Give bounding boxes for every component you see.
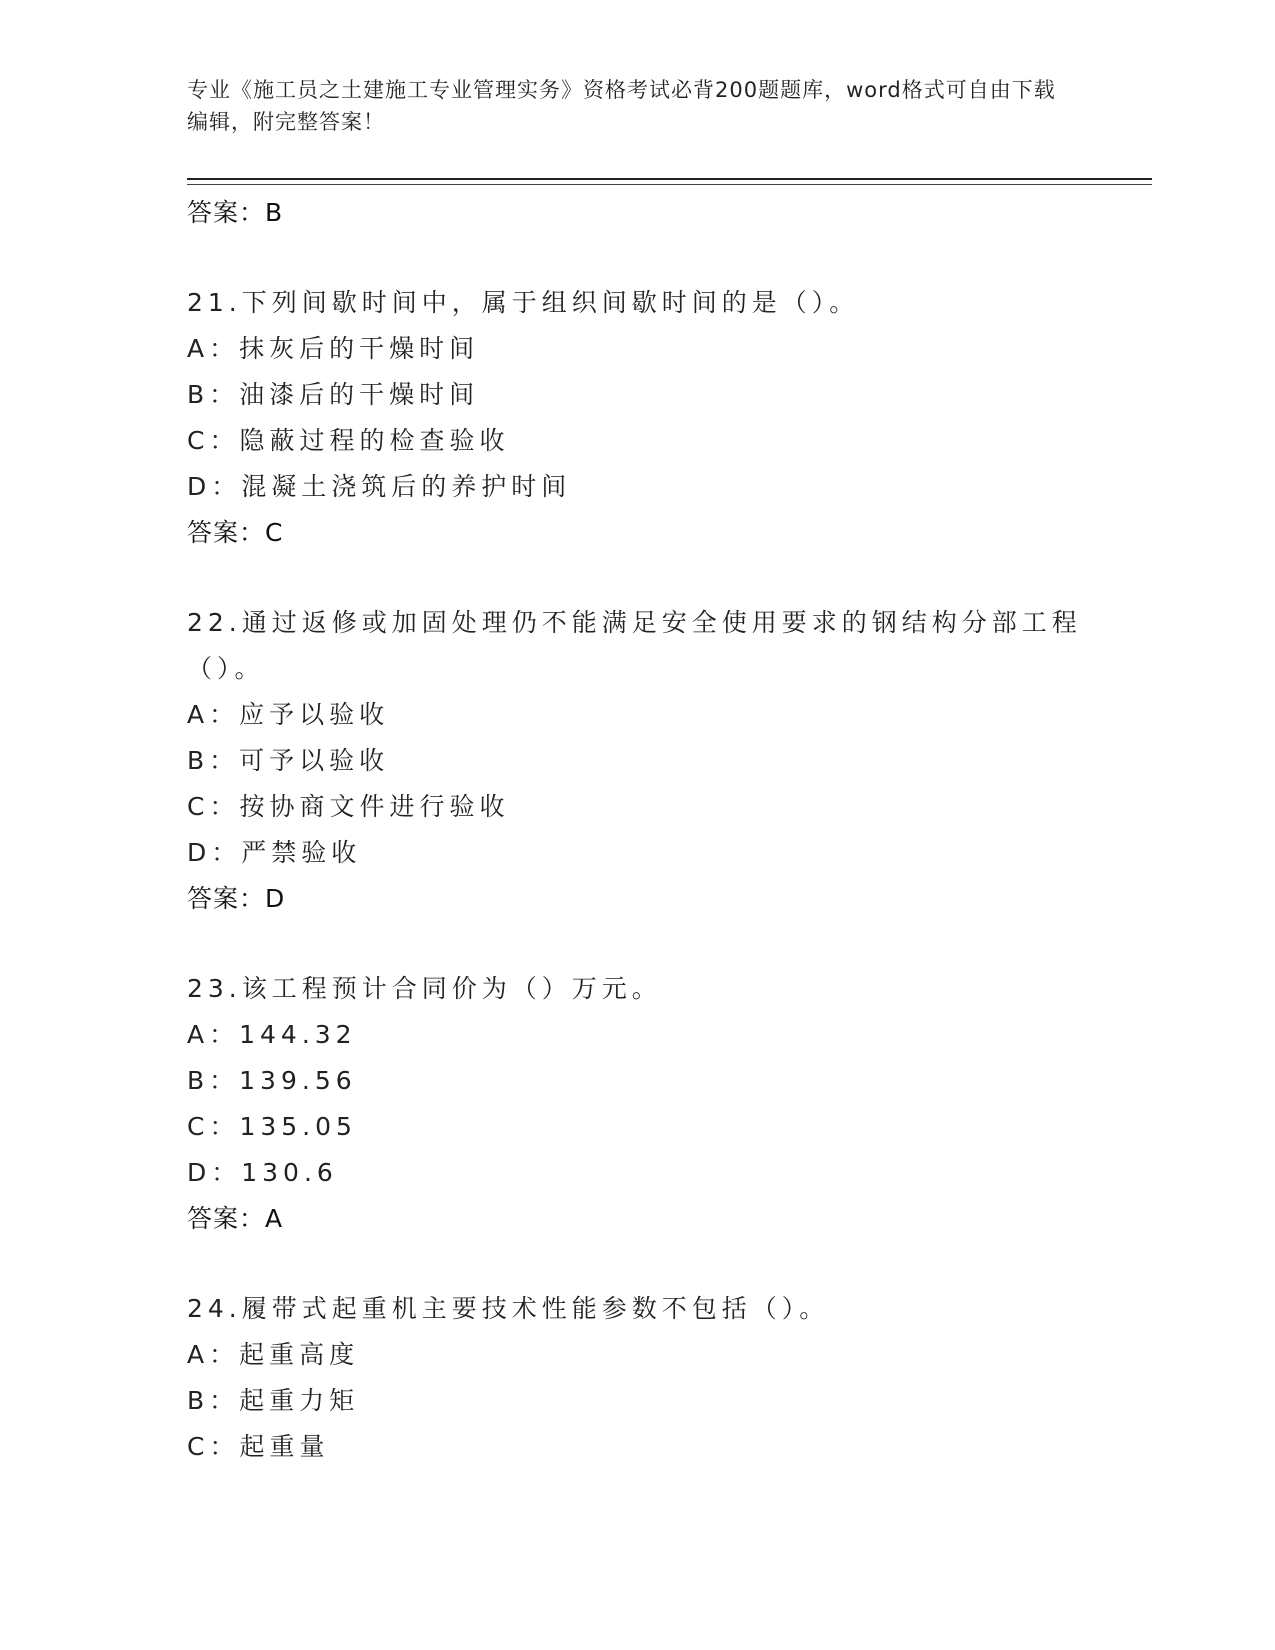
answer-line: 答案：D [187,884,286,913]
option-c: C：135.05 [187,1112,357,1141]
question-stem: 24.履带式起重机主要技术性能参数不包括（）。 [187,1294,830,1323]
question-stem: 22.通过返修或加固处理仍不能满足安全使用要求的钢结构分部工程（）。 [187,608,1082,683]
answer-line: 答案：B [187,198,284,227]
option-a: A：144.32 [187,1020,357,1049]
question-stem: 23.该工程预计合同价为（）万元。 [187,974,662,1003]
option-b: B：139.56 [187,1066,357,1095]
option-d: D：130.6 [187,1158,338,1187]
option-c: C：按协商文件进行验收 [187,792,510,821]
option-b: B：可予以验收 [187,746,390,775]
question-stem: 21.下列间歇时间中，属于组织间歇时间的是（）。 [187,288,860,317]
option-b: B：油漆后的干燥时间 [187,380,480,409]
option-c: C：隐蔽过程的检查验收 [187,426,510,455]
question-list [187,190,1087,1470]
option-c: C：起重量 [187,1432,330,1461]
option-a: A：应予以验收 [187,700,390,729]
option-a: A：抹灰后的干燥时间 [187,334,480,363]
question-block [187,600,1087,922]
page-header: 专业《施工员之土建施工专业管理实务》资格考试必背200题题库，word格式可自由下载编辑，附完整答案！ [187,78,1056,134]
header-divider [187,178,1152,180]
option-a: A：起重高度 [187,1340,360,1369]
option-b: B：起重力矩 [187,1386,360,1415]
answer-line: 答案：A [187,1204,284,1233]
question-block [187,1286,1087,1470]
answer-line: 答案：C [187,518,284,547]
option-d: D：混凝土浇筑后的养护时间 [187,472,572,501]
question-block [187,280,1087,556]
question-block [187,966,1087,1242]
option-d: D：严禁验收 [187,838,362,867]
header-divider-thin [187,184,1152,185]
